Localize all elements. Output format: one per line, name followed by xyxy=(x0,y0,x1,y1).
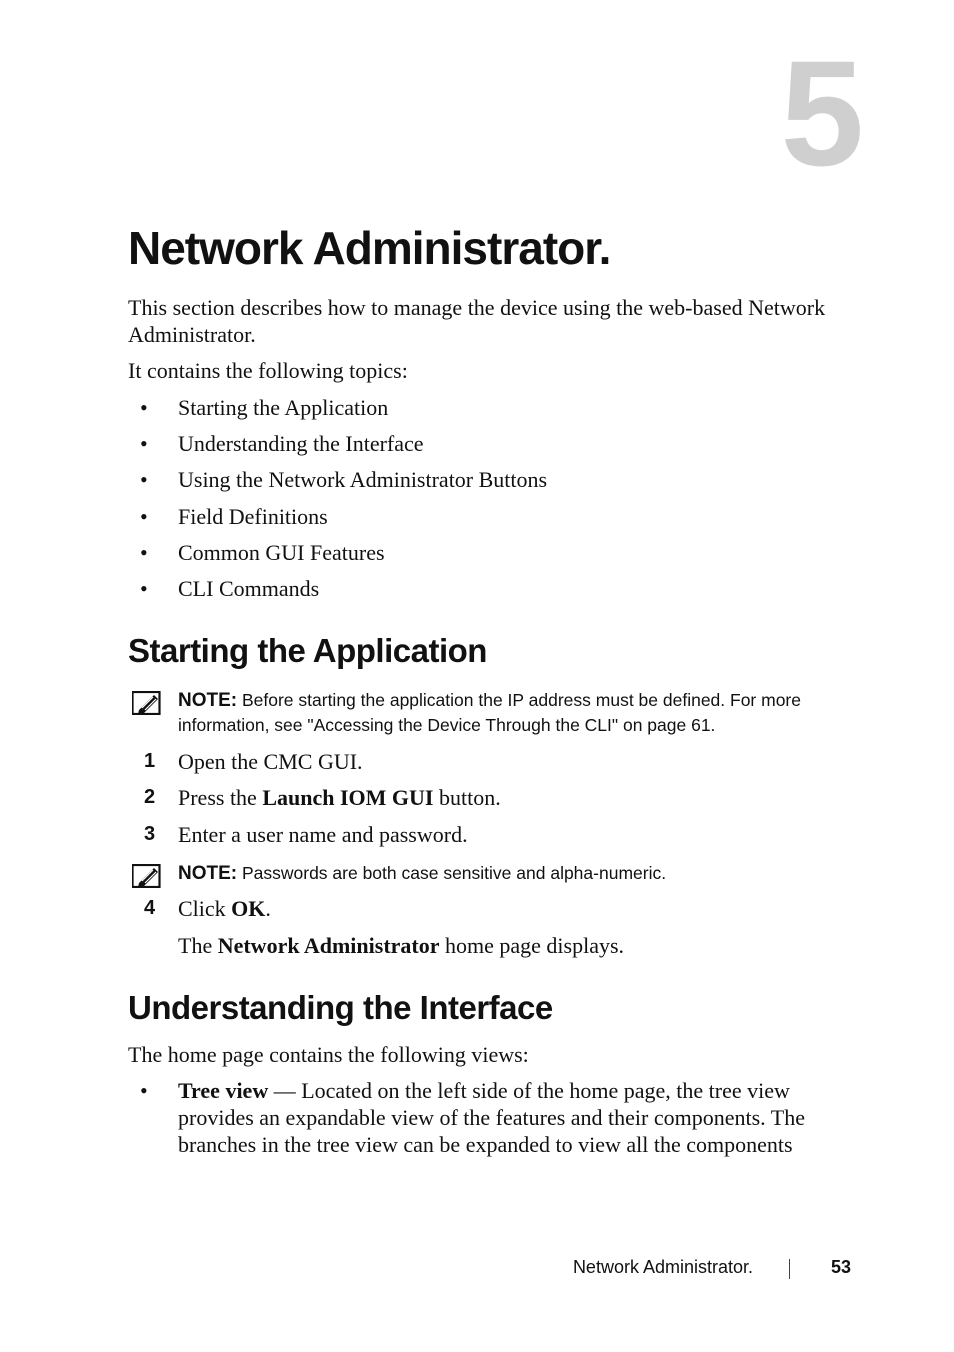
note-label: NOTE: xyxy=(178,690,238,711)
step-text: Enter a user name and password. xyxy=(178,822,468,847)
list-item xyxy=(128,539,848,566)
step-text: Open the CMC GUI. xyxy=(178,749,363,774)
step-number: 4 xyxy=(144,897,156,919)
topic-link[interactable]: Understanding the Interface xyxy=(178,431,424,456)
step-text: Click OK. xyxy=(178,896,271,921)
step-number: 1 xyxy=(144,750,156,772)
intro-paragraph: This section describes how to manage the device using the web-based Network Administrator. xyxy=(128,295,826,347)
bullet-icon: • xyxy=(140,540,148,565)
bullet-icon: • xyxy=(140,576,148,601)
page-title: Network Administrator. xyxy=(128,222,611,274)
page-number: 53 xyxy=(830,1257,851,1277)
step-text: Press the Launch IOM GUI button. xyxy=(178,785,501,810)
footer-title: Network Administrator. xyxy=(572,1257,753,1277)
note-text: Before starting the application the IP address must be defined. For more information, see "Accessing the Device Through the CLI" on page 61. xyxy=(178,690,801,735)
section-heading-starting: Starting the Application xyxy=(128,632,487,669)
bullet-icon: • xyxy=(140,467,148,492)
tree-view-description: Tree view — Located on the left side of the home page, the tree view provides an expandable view of the features and their components. The branches in the tree view can be expanded to view all the components xyxy=(178,1078,805,1157)
bullet-icon: • xyxy=(140,431,148,456)
note-box xyxy=(128,861,848,889)
step-item xyxy=(128,895,848,922)
launch-iom-gui-term: Launch IOM GUI xyxy=(262,785,434,810)
topics-intro: It contains the following topics: xyxy=(128,358,408,383)
step-item xyxy=(128,784,848,811)
note-pencil-icon xyxy=(132,691,162,715)
tree-view-term: Tree view xyxy=(178,1078,269,1103)
topic-link[interactable]: Starting the Application xyxy=(178,395,389,420)
ok-term: OK xyxy=(231,896,266,921)
note-pencil-icon xyxy=(132,864,162,888)
bullet-icon: • xyxy=(140,504,148,529)
step-number: 3 xyxy=(144,823,156,845)
step-item xyxy=(128,821,848,848)
step-item xyxy=(128,748,848,775)
list-item xyxy=(128,503,848,530)
note-label: NOTE: xyxy=(178,863,238,884)
footer-divider xyxy=(789,1259,790,1279)
list-item xyxy=(128,394,848,421)
topic-link[interactable]: CLI Commands xyxy=(178,576,320,601)
bullet-icon: • xyxy=(140,1078,148,1103)
note-box xyxy=(128,688,848,740)
step-number: 2 xyxy=(144,786,156,808)
bullet-icon: • xyxy=(140,395,148,420)
topic-link[interactable]: Using the Network Administrator Buttons xyxy=(178,467,548,492)
list-item xyxy=(128,430,848,457)
topic-link[interactable]: Field Definitions xyxy=(178,504,328,529)
list-item xyxy=(128,466,848,493)
section-intro: The home page contains the following views: xyxy=(128,1042,529,1067)
list-item xyxy=(128,1077,848,1161)
network-administrator-term: Network Administrator xyxy=(217,933,440,958)
topic-link[interactable]: Common GUI Features xyxy=(178,540,385,565)
step-result xyxy=(128,932,848,959)
chapter-number: 5 xyxy=(780,29,860,197)
note-text: Passwords are both case sensitive and alpha-numeric. xyxy=(237,863,667,883)
list-item xyxy=(128,575,848,602)
result-text: The Network Administrator home page displays. xyxy=(178,933,625,958)
section-heading-interface: Understanding the Interface xyxy=(128,989,553,1026)
